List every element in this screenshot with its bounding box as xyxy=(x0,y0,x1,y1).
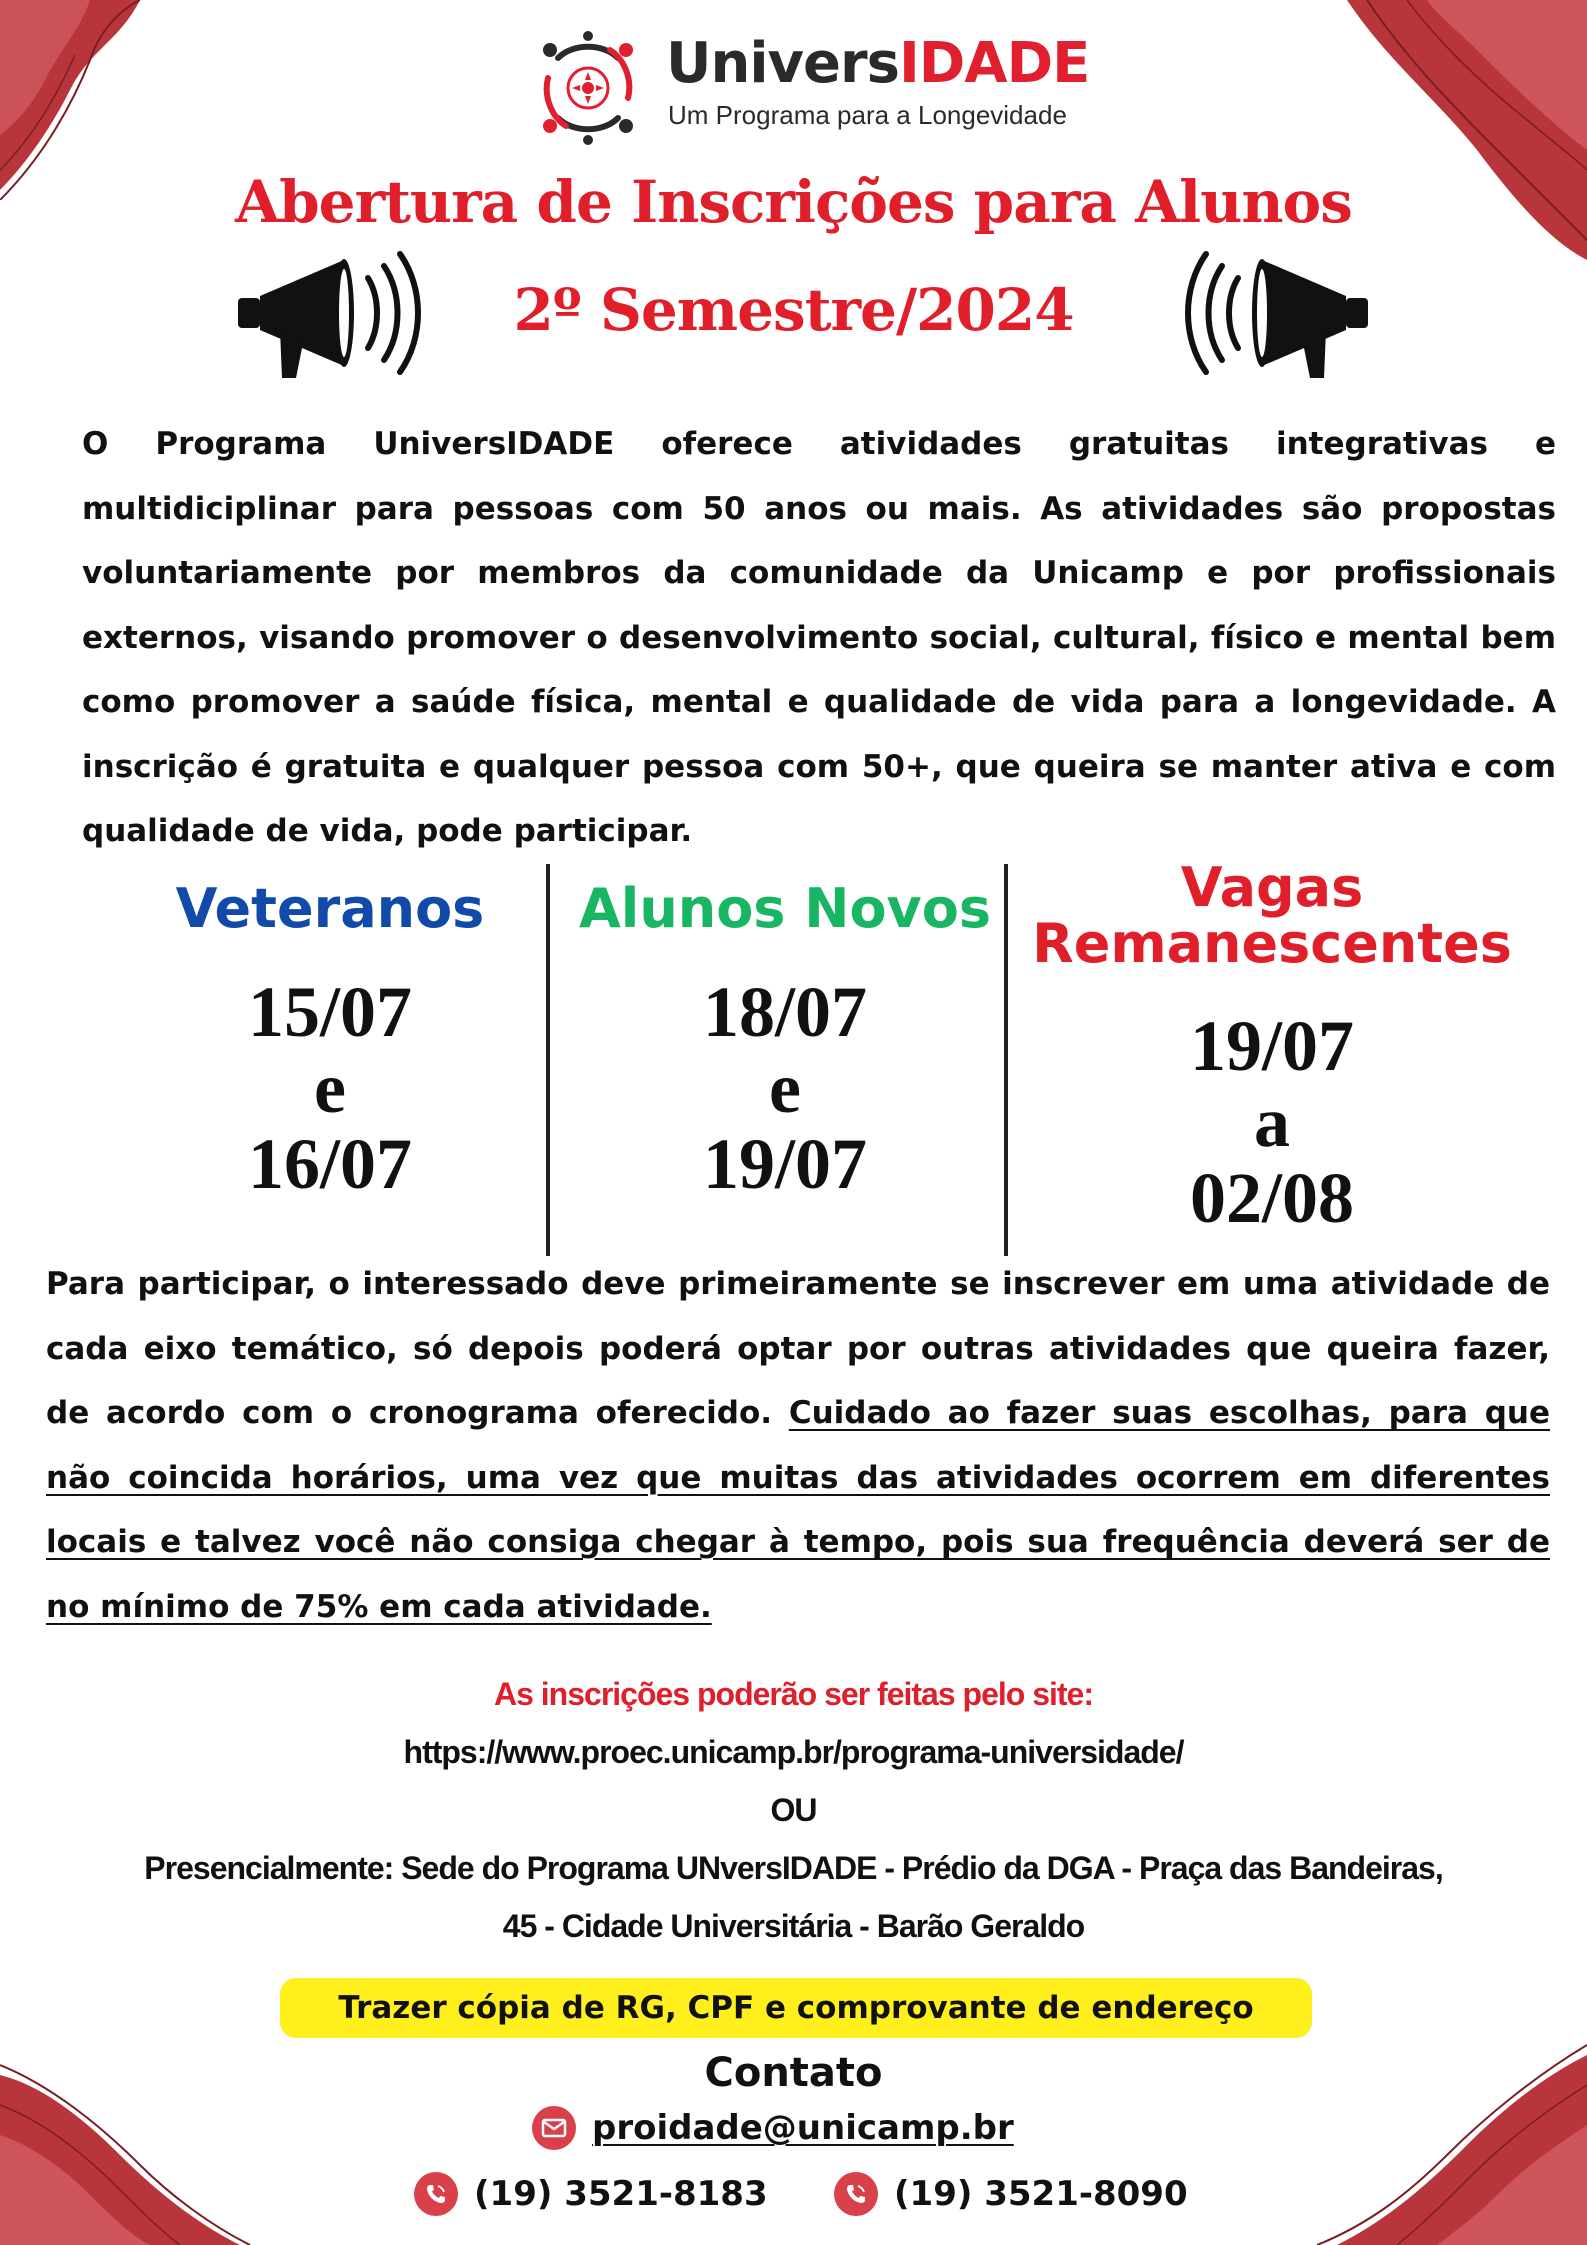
page-title: Abertura de Inscrições para Alunos xyxy=(235,168,1352,236)
phone-icon xyxy=(834,2172,878,2216)
phone-number[interactable]: (19) 3521-8090 xyxy=(894,2174,1188,2214)
megaphone-icon xyxy=(234,238,434,388)
page-subtitle: 2º Semestre/2024 xyxy=(513,276,1074,344)
logo-name-part1: Univers xyxy=(666,31,899,96)
instructions-paragraph xyxy=(46,1252,1550,1639)
end-date: 19/07 xyxy=(702,1124,867,1204)
registration-address-line2: 45 - Cidade Universitária - Barão Geraldo xyxy=(502,1908,1085,1944)
contact-phone[interactable] xyxy=(414,2172,768,2216)
start-date: 15/07 xyxy=(247,972,412,1052)
dates-column-alunos-novos xyxy=(560,860,1010,1260)
date-range xyxy=(120,974,540,1202)
column-heading-vagas: Vagas xyxy=(1180,856,1364,919)
contact-email[interactable] xyxy=(532,2106,1014,2150)
date-range xyxy=(560,974,1010,1202)
phone-icon xyxy=(414,2172,458,2216)
logo-name-part2: IDADE xyxy=(898,31,1090,96)
dates-column-vagas-remanescentes xyxy=(1012,856,1532,1260)
registration-url-link[interactable]: https://www.proec.unicamp.br/programa-universidade/ xyxy=(403,1734,1184,1770)
column-divider xyxy=(1004,864,1008,1256)
phone-number[interactable]: (19) 3521-8183 xyxy=(474,2174,768,2214)
end-date: 02/08 xyxy=(1189,1158,1354,1238)
start-date: 19/07 xyxy=(1189,1006,1354,1086)
logo-tagline: Um Programa para a Longevidade xyxy=(668,100,1067,130)
date-range xyxy=(1012,1008,1532,1236)
column-heading-alunos-novos: Alunos Novos xyxy=(579,877,991,940)
date-connector: e xyxy=(314,1048,346,1128)
registration-address-line1: Presencialmente: Sede do Programa UNversIDADE - Prédio da DGA - Praça das Bandeiras, xyxy=(144,1850,1443,1886)
date-connector: e xyxy=(769,1048,801,1128)
email-icon xyxy=(532,2106,576,2150)
intro-paragraph: O Programa UniversIDADE oferece atividades gratuitas integrativas e multidiciplinar para pessoas com 50 anos ou mais. As atividades são propostas voluntariamente por membros da comunidade da Unicamp e por profissionais externos, visando promover o desenvolvimento social, cultural, físico e mental bem como promover a saúde física, mental e qualidade de vida para a longevidade. A inscrição é gratuita e qualquer pessoa com 50+, que queira se manter ativa e com qualidade de vida, pode participar. xyxy=(82,426,1556,849)
megaphone-icon xyxy=(1172,238,1372,388)
contact-title: Contato xyxy=(704,2050,883,2096)
column-heading-remanescentes: Remanescentes xyxy=(1032,912,1512,975)
instructions-text: Para participar, o interessado deve primeiramente se inscrever em uma atividade de cada eixo temático, só depois poderá optar por outras atividades que queira fazer, de acordo com o cronograma oferecido. xyxy=(46,1266,1550,1431)
dates-column-veteranos xyxy=(120,860,540,1260)
email-link[interactable]: proidade@unicamp.br xyxy=(592,2108,1014,2148)
universidade-logo xyxy=(528,28,1090,148)
registration-or: OU xyxy=(770,1792,817,1828)
start-date: 18/07 xyxy=(702,972,867,1052)
column-heading-veteranos: Veteranos xyxy=(175,877,485,940)
documents-note: Trazer cópia de RG, CPF e comprovante de endereço xyxy=(280,1978,1312,2038)
instructions-warning: Cuidado ao fazer suas escolhas, para que não coincida horários, uma vez que muitas das atividades ocorrem em diferentes locais e talvez você não consiga chegar à tempo, pois sua frequência deverá ser de no mínimo de 75% em cada atividade. xyxy=(46,1395,1550,1625)
logo-mark-icon xyxy=(528,28,648,148)
date-connector: a xyxy=(1254,1082,1290,1162)
registration-heading: As inscrições poderão ser feitas pelo site: xyxy=(493,1676,1093,1712)
logo-name xyxy=(666,31,1090,96)
contact-phone[interactable] xyxy=(834,2172,1188,2216)
end-date: 16/07 xyxy=(247,1124,412,1204)
column-divider xyxy=(546,864,550,1256)
